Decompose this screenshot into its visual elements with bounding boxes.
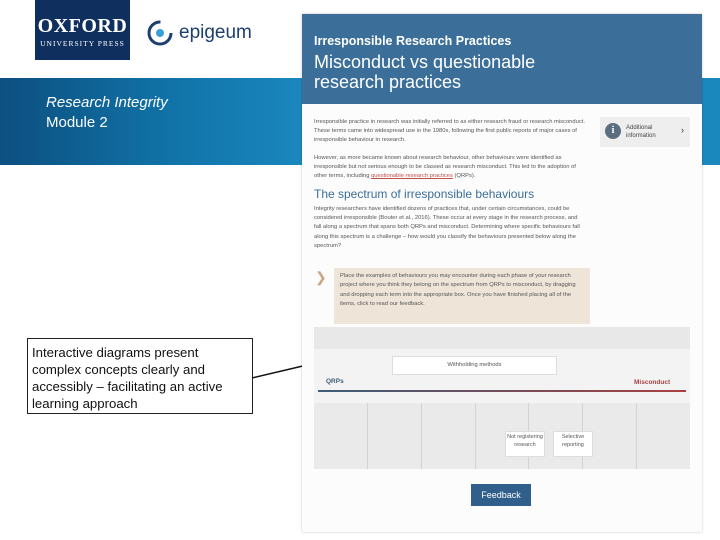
feedback-button[interactable]: Feedback — [471, 484, 531, 506]
spectrum-left-label: QRPs — [326, 378, 344, 385]
oxford-logo-subtitle: UNIVERSITY PRESS — [40, 39, 125, 48]
drag-drop-activity — [314, 327, 690, 469]
spectrum-right-label: Misconduct — [634, 379, 671, 386]
panel-title: Misconduct vs questionable research practices — [314, 52, 536, 92]
instruction-box — [334, 268, 590, 324]
info-icon: i — [605, 123, 621, 139]
qrp-link[interactable]: questionable research practices — [371, 173, 453, 180]
placed-card-selective-reporting[interactable]: Selective reporting — [553, 431, 593, 457]
chevron-right-icon: ❯ — [315, 269, 327, 285]
qrp-paragraph-text: However, as more became known about research behaviour, other behaviours were identified as irresponsible but not serious enough to be classed as research misconduct. This led to the adoption of other terms, including — [314, 155, 576, 180]
additional-information-button[interactable] — [600, 117, 690, 147]
drop-zone[interactable] — [368, 403, 422, 469]
drop-zones — [314, 403, 690, 469]
oxford-logo-title: OXFORD — [37, 15, 128, 37]
spectrum-paragraph: Integrity researchers have identified dozens of practices that, under certain circumstances, could be considered irresponsible (Bouter et al., 2016). These occur at every stage in the research process, and fall along a spectrum that spans both QRPs and misconduct. Determining where specific behaviours fall along this spectrum is a challenge – how would you classify the behaviours presented below along the spectrum? — [314, 206, 580, 249]
activity-top-bar — [314, 327, 690, 349]
title-band — [0, 78, 302, 165]
spectrum-heading: The spectrum of irresponsible behaviours — [314, 187, 535, 201]
epigeum-wordmark: epigeum — [179, 22, 252, 43]
qrp-paragraph — [314, 154, 586, 182]
epigeum-logo — [145, 18, 252, 48]
draggable-item[interactable]: Withholding methods — [392, 356, 557, 375]
qrp-paragraph-end: (QRPs). — [452, 173, 476, 180]
module-screenshot-panel — [302, 14, 702, 532]
intro-paragraph: Irresponsible practice in research was initially referred to as either research fraud or research misconduct. These terms came into widespread use in the 1980s, following the first public reports of major cases of irresponsible behaviour in research. — [314, 119, 585, 144]
drop-zone[interactable] — [637, 403, 690, 469]
epigeum-mark-icon — [145, 18, 175, 48]
slide-title-line1: Research Integrity — [46, 94, 168, 111]
drop-zone[interactable] — [314, 403, 368, 469]
additional-information-line1: Additional — [626, 125, 653, 131]
panel-kicker: Irresponsible Research Practices — [314, 34, 512, 48]
chevron-right-icon: › — [681, 125, 684, 135]
slide-title-line2: Module 2 — [46, 114, 108, 131]
spectrum-arrow — [318, 389, 686, 393]
placed-card-not-registering[interactable]: Not registering research — [505, 431, 545, 457]
drop-zone[interactable] — [422, 403, 476, 469]
additional-information-label — [626, 124, 656, 140]
instruction-text: Place the examples of behaviours you may encounter during each phase of your research project where you think they belong on the spectrum from QRPs to misconduct, by dragging and dropping each term into the appropriate box. Once you have finished placing all of the items, click to read our feedback. — [340, 273, 576, 307]
callout-box: Interactive diagrams present complex concepts clearly and accessibly – facilitating an active learning approach — [27, 338, 253, 414]
additional-information-line2: information — [626, 133, 656, 139]
oxford-university-press-logo — [35, 0, 130, 60]
